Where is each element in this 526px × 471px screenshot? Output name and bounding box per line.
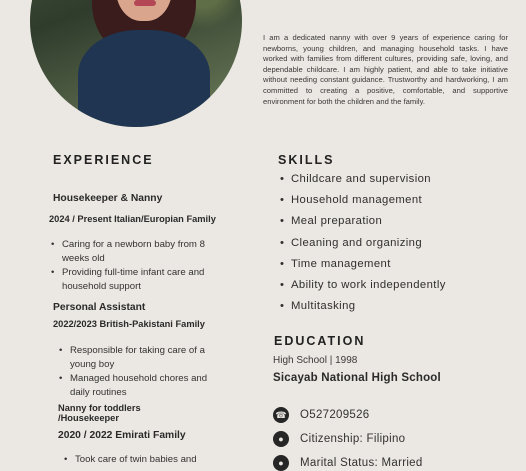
citizenship-text: Citizenship: Filipino bbox=[300, 433, 406, 445]
skill-item: • Cleaning and organizing bbox=[280, 237, 446, 258]
marital-text: Marital Status: Married bbox=[300, 457, 423, 469]
phone-number: O527209526 bbox=[300, 409, 370, 421]
skill-item: • Time management bbox=[280, 258, 446, 279]
job-title-2: Personal Assistant bbox=[53, 302, 146, 313]
experience-heading: EXPERIENCE bbox=[53, 153, 154, 167]
skill-item: • Childcare and supervision bbox=[280, 173, 446, 194]
skills-heading: SKILLS bbox=[278, 153, 335, 167]
skill-item: • Meal preparation bbox=[280, 215, 446, 236]
job-title-1: Housekeeper & Nanny bbox=[53, 193, 163, 204]
globe-icon: ● bbox=[273, 455, 289, 471]
job-3-bullets bbox=[64, 453, 234, 467]
profile-photo bbox=[30, 0, 242, 127]
education-heading: EDUCATION bbox=[274, 334, 366, 348]
list-item: • Providing full-time infant care and household support bbox=[51, 266, 226, 294]
skill-item: • Multitasking bbox=[280, 300, 446, 321]
phone-icon: ☎ bbox=[273, 407, 289, 423]
list-item: • Responsible for taking care of a young boy bbox=[59, 344, 229, 372]
skill-item: • Ability to work independently bbox=[280, 279, 446, 300]
education-level: High School | 1998 bbox=[273, 355, 358, 366]
job-2-bullets bbox=[59, 344, 229, 400]
skill-item: • Household management bbox=[280, 194, 446, 215]
about-text: I am a dedicated nanny with over 9 years of experience caring for newborns, young children, and managing household tasks. I have worked with families from different cultures, providing safe, loving, and dependable childcare. I am highly patient, and able to take initiative without needing constant guidance. Trustworthy and hardworking, I am committed to creating a positive, comfortable, and supportive environment for both the children and the family. bbox=[263, 33, 508, 106]
list-item: • Caring for a newborn baby from 8 weeks old bbox=[51, 238, 226, 266]
globe-icon: ● bbox=[273, 431, 289, 447]
job-period-2: 2022/2023 British-Pakistani Family bbox=[53, 319, 205, 329]
list-item: • Managed household chores and daily routines bbox=[59, 372, 229, 400]
job-1-bullets bbox=[51, 238, 226, 294]
skills-list bbox=[280, 173, 446, 321]
marital-row bbox=[273, 455, 423, 471]
job-period-1: 2024 / Present Italian/Europian Family bbox=[49, 214, 216, 224]
list-item: • Took care of twin babies and bbox=[64, 453, 234, 467]
citizenship-row bbox=[273, 431, 405, 447]
phone-row bbox=[273, 407, 370, 423]
education-school: Sicayab National High School bbox=[273, 372, 441, 384]
job-title-3: Nanny for toddlers /Housekeeper bbox=[58, 403, 141, 423]
job-period-3: 2020 / 2022 Emirati Family bbox=[58, 430, 186, 441]
